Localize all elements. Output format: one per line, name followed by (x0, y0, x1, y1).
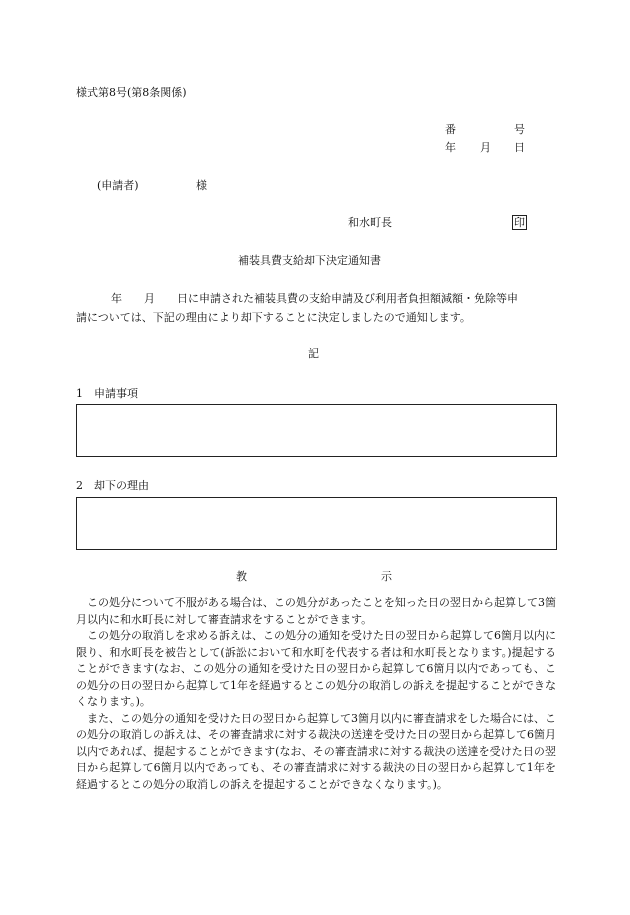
intro-line-2: 請については、下記の理由により却下することに決定しましたので通知します。 (76, 311, 471, 324)
instruction-body (76, 595, 556, 793)
applicant-label: (申請者) (97, 179, 139, 192)
instruction-paragraph-3: また、この処分の通知を受けた日の翌日から起算して3箇月以内に審査請求をした場合には、この処分の取消しの訴えは、その審査請求に対する裁決の送達を受けた日の翌日から起算して6箇月以内であれば、提起することができます(なお、その審査請求に対する裁決の送達を受けた日の翌日から起算して6箇月以内であっても、その審査請求に対する裁決の日の翌日から起算して1年を経過するとこの処分の取消しの訴えを提起することができなくなります。)。 (76, 711, 556, 791)
instruction-heading-left: 教 (236, 570, 247, 583)
date-day-label: 日 (514, 141, 525, 154)
ki-label: 記 (308, 347, 319, 360)
section-1-box (76, 404, 557, 457)
date-year-label: 年 (445, 141, 456, 154)
seal-mark: 印 (514, 216, 525, 229)
intro-line-1: 年 月 日に申請された補装具費の支給申請及び利用者負担額減額・免除等申 (111, 292, 518, 305)
section-1-label: 1 申請事項 (76, 387, 138, 400)
form-number: 様式第8号(第8条関係) (76, 86, 187, 99)
document-title: 補装具費支給却下決定通知書 (238, 254, 381, 267)
date-month-label: 月 (480, 141, 491, 154)
honorific: 様 (196, 179, 207, 192)
number-label-go: 号 (514, 123, 525, 136)
instruction-paragraph-2: この処分の取消しを求める訴えは、この処分の通知を受けた日の翌日から起算して6箇月以内に限り、和水町長を被告として(訴訟において和水町を代表する者は和水町長となります。)提起することができます(なお、この処分の通知を受けた日の翌日から起算して6箇月以内であっても、この処分の日の翌日から起算して1年を経過するとこの処分の取消しの訴えを提起することができなくなります。)。 (76, 629, 556, 708)
issuer-name: 和水町長 (348, 216, 392, 229)
instruction-paragraph-1: この処分について不服がある場合は、この処分があったことを知った日の翌日から起算して3箇月以内に和水町長に対して審査請求をすることができます。 (76, 596, 556, 626)
instruction-heading-right: 示 (381, 570, 392, 583)
section-2-box (76, 497, 557, 550)
section-2-label: 2 却下の理由 (76, 479, 149, 492)
number-label-ban: 番 (445, 123, 456, 136)
